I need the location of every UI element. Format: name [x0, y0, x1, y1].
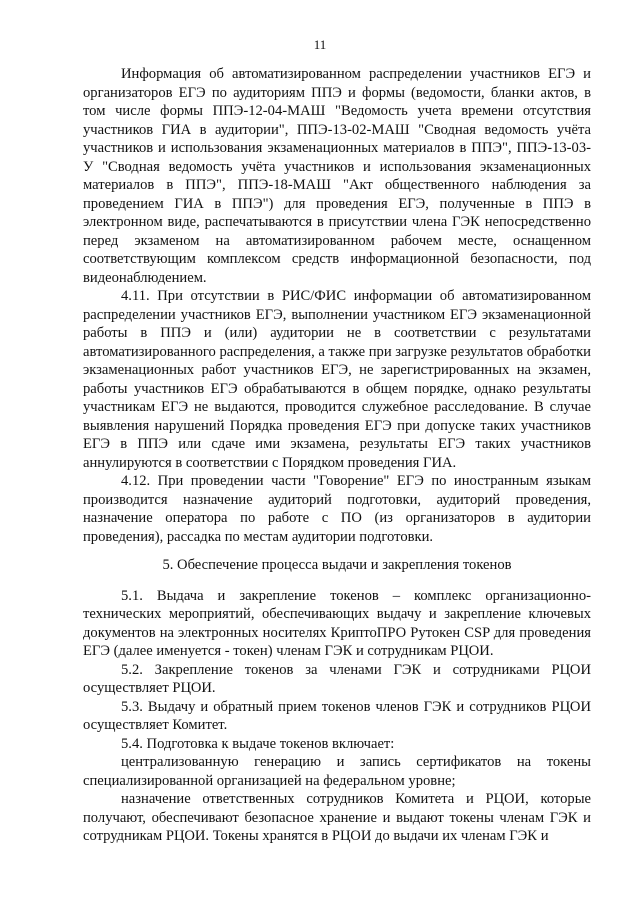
paragraph-responsible-staff: назначение ответственных сотрудников Комитета и РЦОИ, которые получают, обеспечивают безопасное хранение и выдают токены членам ГЭК и сотрудникам РЦОИ. Токены хранятся в РЦОИ до выдачи их членам ГЭК и [83, 791, 591, 844]
paragraph-info-distribution: Информация об автоматизированном распределении участников ЕГЭ и организаторов ЕГЭ по аудиториям ППЭ и формы (ведомости, бланки актов, в том числе формы ППЭ-12-04-МАШ "Ведомость учета времени отсутствия участников ГИА в аудитории", ППЭ-13-02-МАШ "Сводная ведомость учёта участников и использования экзаменационных материалов в ППЭ", ППЭ-13-03-У "Сводная ведомость учёта участников и использования экзаменационных материалов в ППЭ", ППЭ-18-МАШ "Акт общественного наблюдения за проведением ГИА в ППЭ") для проведения ЕГЭ, полученные в ППЭ в электронном виде, распечатываются в присутствии члена ГЭК непосредственно перед экзаменом на автоматизированном рабочем месте, оснащенном соответствующим комплексом средств информационной безопасности, под видеонаблюдением. [83, 66, 591, 286]
paragraph-5-2: 5.2. Закрепление токенов за членами ГЭК и сотрудниками РЦОИ осуществляет РЦОИ. [83, 661, 591, 696]
paragraph-5-3: 5.3. Выдачу и обратный прием токенов членов ГЭК и сотрудников РЦОИ осуществляет Комитет. [83, 698, 591, 733]
page-number: 11 [313, 37, 327, 52]
paragraph-5-1: 5.1. Выдача и закрепление токенов – комплекс организационно-технических мероприятий, обеспечивающих выдачу и закрепление ключевых документов на электронных носителях КриптоПРО Рутокен CSP для проведения ЕГЭ (далее именуется - токен) членам ГЭК и сотрудникам РЦОИ. [83, 587, 591, 659]
paragraph-5-4: 5.4. Подготовка к выдаче токенов включает: [121, 735, 395, 752]
section-heading: 5. Обеспечение процесса выдачи и закрепления токенов [162, 557, 512, 573]
paragraph-4-12: 4.12. При проведении части "Говорение" ЕГЭ по иностранным языкам производится назначение аудиторий подготовки, аудиторий проведения, назначение оператора по работе с ПО (из организаторов в аудитории проведения), рассадка по местам аудитории подготовки. [83, 473, 591, 545]
paragraph-generation: централизованную генерацию и запись сертификатов на токены специализированной организацией на федеральном уровне; [83, 754, 591, 789]
document-body [83, 65, 591, 846]
paragraph-4-11: 4.11. При отсутствии в РИС/ФИС информации об автоматизированном распределении участников ЕГЭ, выполнении участником ЕГЭ экзаменационной работы в ППЭ и (или) аудитории не в соответствии с результатами автоматизированного распределения, а также при загрузке результатов обработки экзаменационных работ участников ЕГЭ, не зарегистрированных на экзамен, работы участников ЕГЭ обрабатываются в общем порядке, однако результаты участникам ЕГЭ не выдаются, проводится служебное расследование. В случае выявления нарушений Порядка проведения ЕГЭ при допуске таких участников ЕГЭ в ППЭ или сдаче ими экзамена, результаты ЕГЭ таких участников аннулируются в соответствии с Порядком проведения ГИА. [83, 288, 591, 471]
